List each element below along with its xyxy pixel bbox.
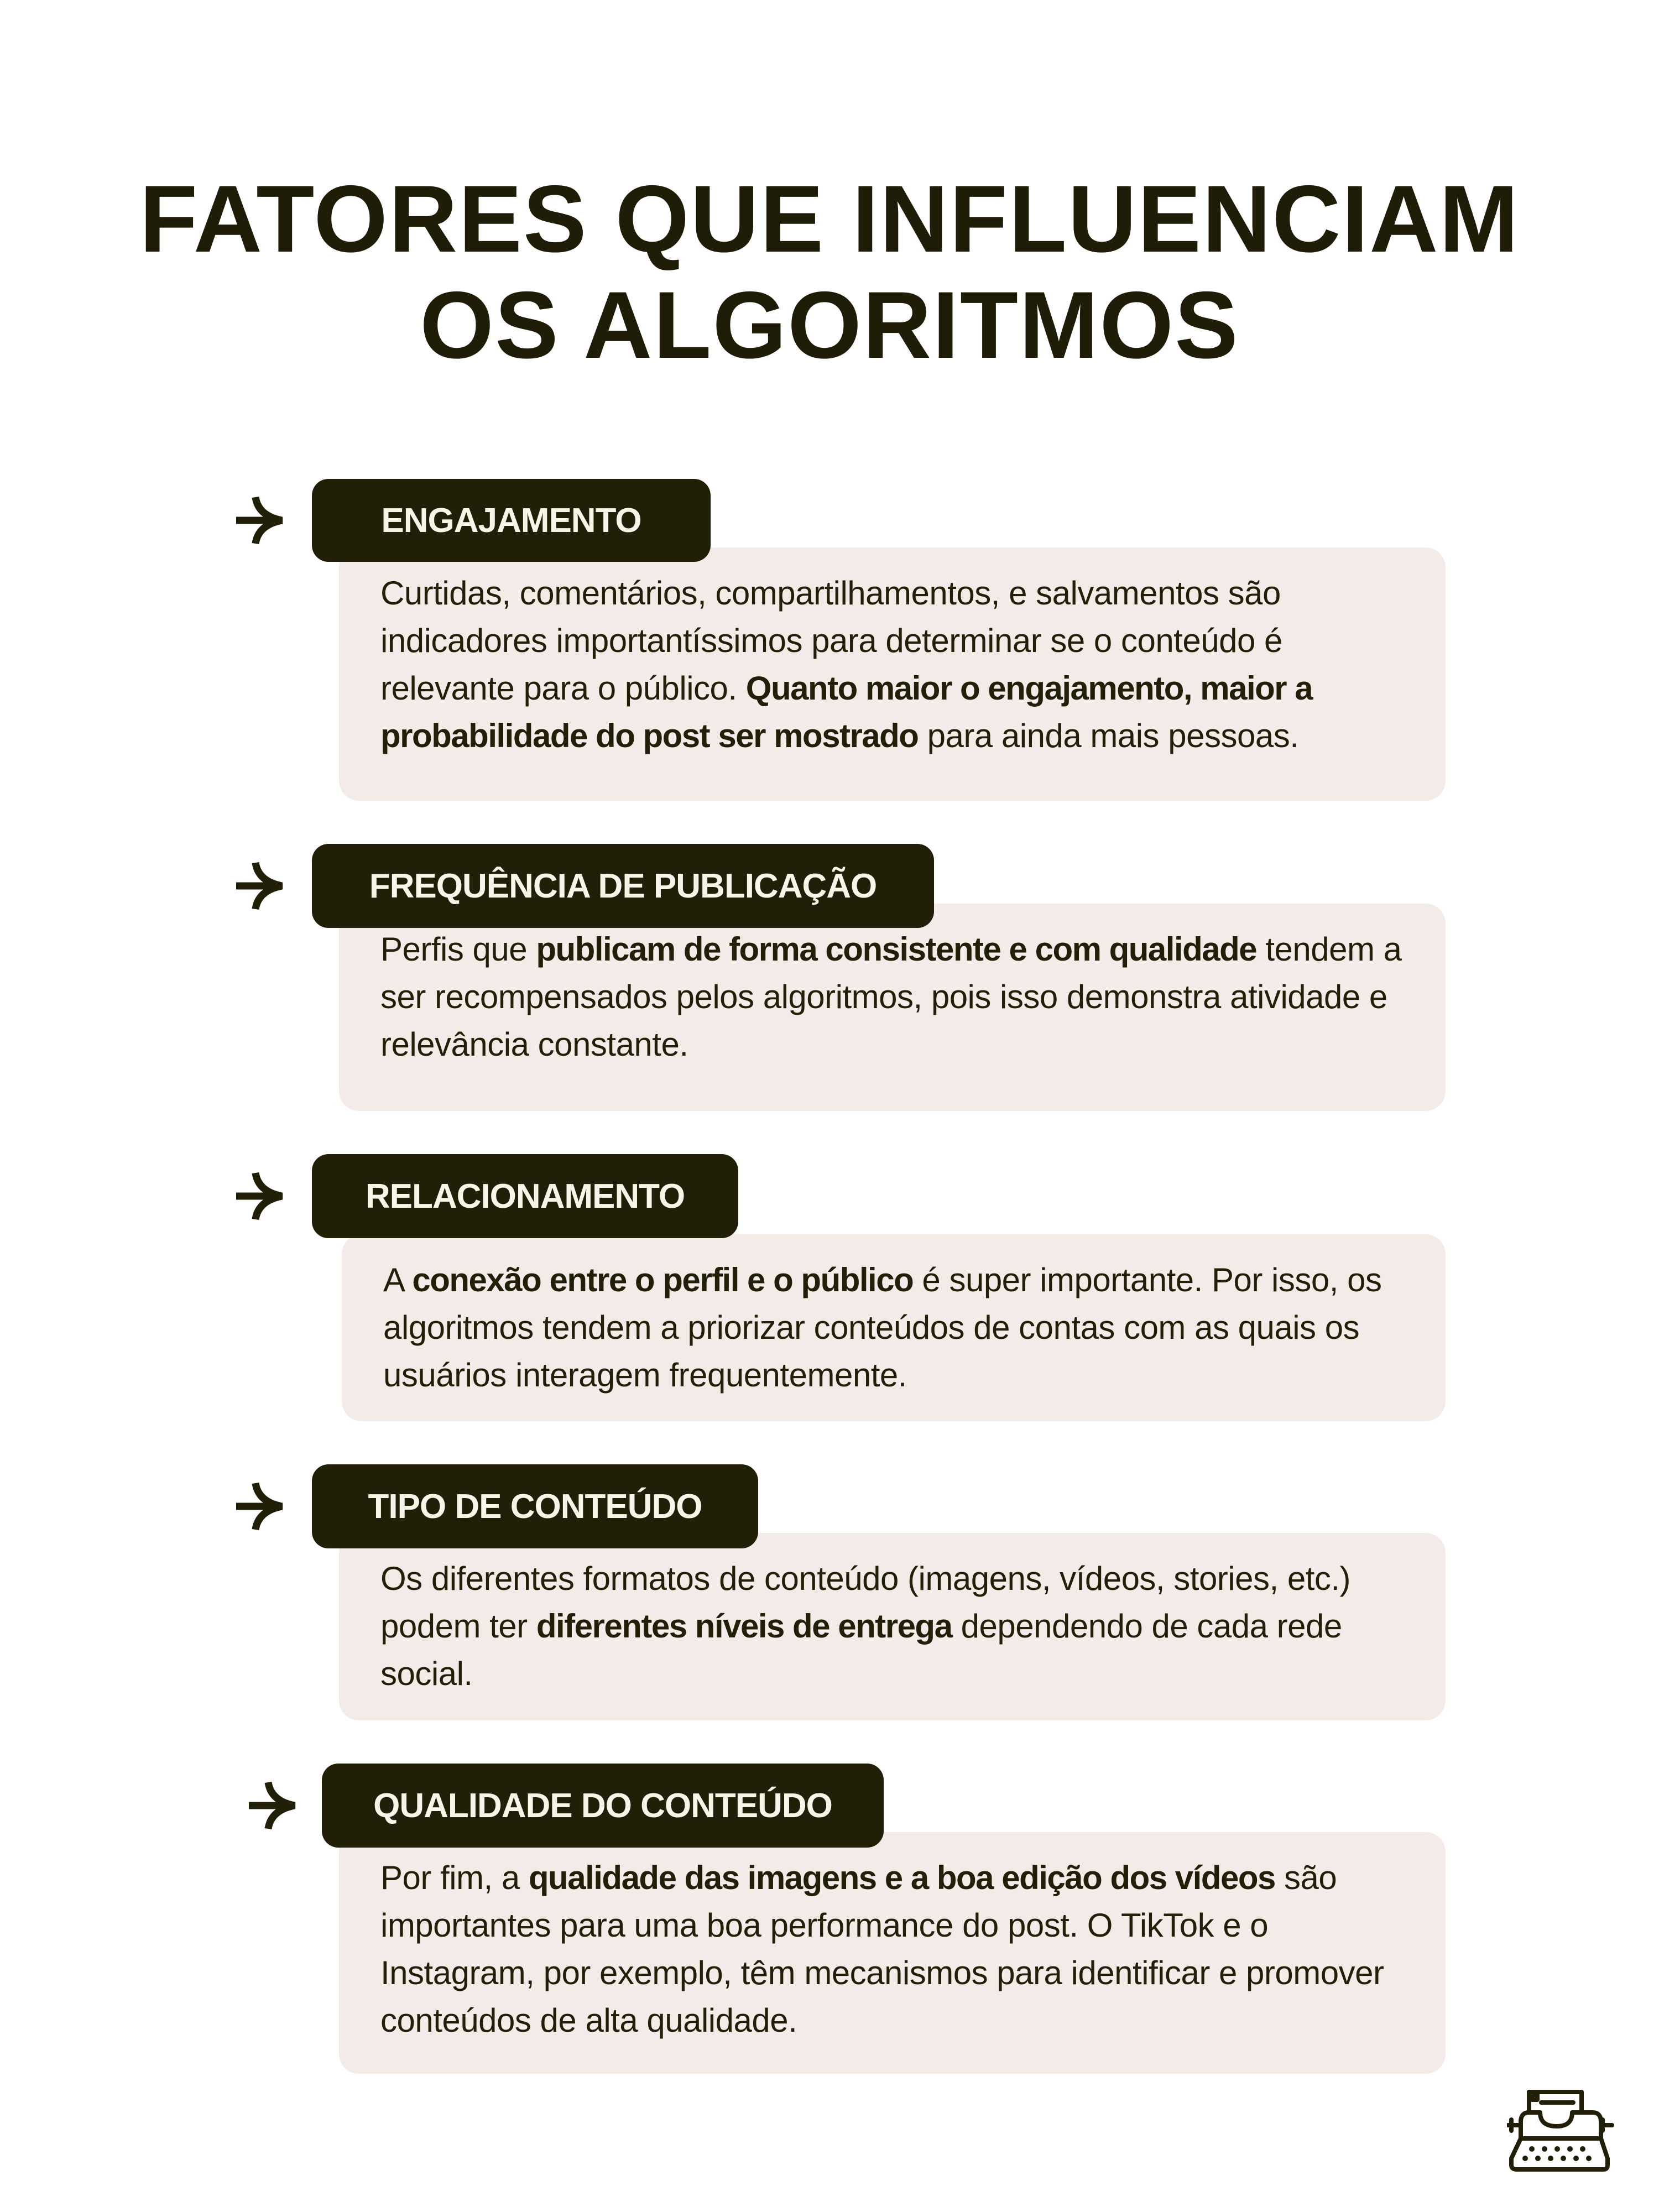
body-text: são importantes para uma boa performance do post. O TikTok e o Instagram, por exemplo, têm mecanismos para identificar e promover conteúdos de alta qualidade. [380,1859,1384,2039]
title-line-1: FATORES QUE INFLUENCIAM [139,166,1520,272]
factor-description-card [339,1533,1446,1720]
arrow-right-icon [233,1479,289,1534]
factor-description-card [339,547,1446,801]
factor-label: RELACIONAMENTO [312,1154,738,1238]
factor-description-card [342,1234,1446,1421]
body-text: tendem a ser recompensados pelos algoritmos, pois isso demonstra atividade e relevância constante. [380,931,1402,1063]
factor-label: ENGAJAMENTO [312,479,711,562]
typewriter-icon [1507,2088,1615,2187]
emphasis-text: diferentes níveis de entrega [536,1608,952,1645]
body-text: Curtidas, comentários, compartilhamentos, e salvamentos são indicadores importantíssimos para determinar se o conteúdo é relevante para o público. [380,575,1282,707]
emphasis-text: publicam de forma consistente e com qualidade [536,931,1257,968]
arrow-right-icon [246,1778,301,1833]
body-text: Por fim, a [380,1859,529,1896]
factor-label: QUALIDADE DO CONTEÚDO [322,1764,884,1848]
factor-description [383,1256,1407,1399]
factor-label: TIPO DE CONTEÚDO [312,1464,758,1548]
body-text: Os diferentes formatos de conteúdo (imagens, vídeos, stories, etc.) podem ter [380,1560,1351,1645]
body-text: para ainda mais pessoas. [918,717,1299,754]
factor-description [380,570,1407,760]
factor-description [380,1854,1407,2044]
title-line-2: OS ALGORITMOS [420,272,1239,378]
emphasis-text: qualidade das imagens e a boa edição dos vídeos [528,1859,1275,1896]
emphasis-text: conexão entre o perfil e o público [412,1261,914,1298]
arrow-right-icon [233,858,289,914]
body-text: Perfis que [380,931,536,968]
arrow-right-icon [233,493,289,548]
body-text: dependendo de cada rede social. [380,1608,1342,1692]
body-text: A [383,1261,413,1298]
body-text: é super importante. Por isso, os algoritmos tendem a priorizar conteúdos de contas com as quais os usuários interagem frequentemente. [383,1261,1382,1394]
page-title [0,166,1659,378]
factor-description [380,926,1407,1068]
arrow-right-icon [233,1168,289,1224]
factor-description-card [339,904,1446,1111]
factor-description-card [339,1832,1446,2074]
emphasis-text: Quanto maior o engajamento, maior a probabilidade do post ser mostrado [380,670,1313,754]
factor-description [380,1555,1407,1698]
factor-label: FREQUÊNCIA DE PUBLICAÇÃO [312,844,934,928]
